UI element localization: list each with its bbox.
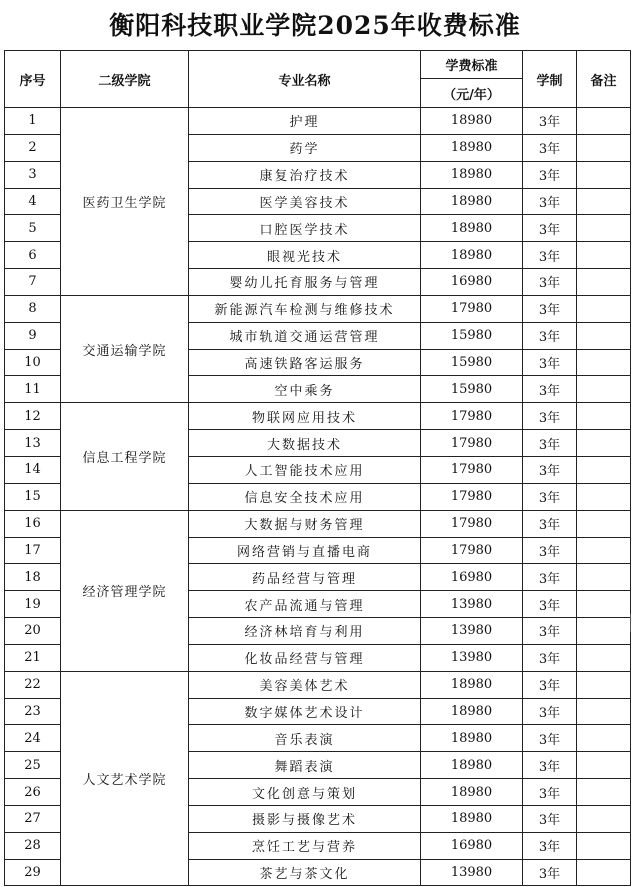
note xyxy=(577,376,631,403)
tuition-fee: 15980 xyxy=(421,322,523,349)
major-name: 美容美体艺术 xyxy=(189,671,421,698)
row-index: 1 xyxy=(5,108,61,135)
header-fee: 学费标准 xyxy=(421,51,523,79)
row-index: 3 xyxy=(5,161,61,188)
duration: 3年 xyxy=(523,376,577,403)
major-name: 人工智能技术应用 xyxy=(189,456,421,483)
note xyxy=(577,349,631,376)
major-name: 药学 xyxy=(189,134,421,161)
tuition-fee: 13980 xyxy=(421,591,523,618)
note xyxy=(577,403,631,430)
note xyxy=(577,430,631,457)
duration: 3年 xyxy=(523,295,577,322)
college-name: 信息工程学院 xyxy=(61,403,189,510)
row-index: 24 xyxy=(5,725,61,752)
header-duration: 学制 xyxy=(523,51,577,108)
note xyxy=(577,564,631,591)
duration: 3年 xyxy=(523,618,577,645)
duration: 3年 xyxy=(523,349,577,376)
row-index: 13 xyxy=(5,430,61,457)
row-index: 29 xyxy=(5,859,61,886)
tuition-fee: 18980 xyxy=(421,134,523,161)
row-index: 8 xyxy=(5,295,61,322)
major-name: 城市轨道交通运营管理 xyxy=(189,322,421,349)
note xyxy=(577,537,631,564)
tuition-fee: 17980 xyxy=(421,510,523,537)
tuition-fee: 13980 xyxy=(421,618,523,645)
duration: 3年 xyxy=(523,430,577,457)
duration: 3年 xyxy=(523,188,577,215)
row-index: 12 xyxy=(5,403,61,430)
note xyxy=(577,832,631,859)
duration: 3年 xyxy=(523,483,577,510)
note xyxy=(577,188,631,215)
note xyxy=(577,161,631,188)
major-name: 药品经营与管理 xyxy=(189,564,421,591)
tuition-fee: 15980 xyxy=(421,349,523,376)
college-name: 医药卫生学院 xyxy=(61,108,189,296)
row-index: 9 xyxy=(5,322,61,349)
header-major: 专业名称 xyxy=(189,51,421,108)
note xyxy=(577,456,631,483)
row-index: 28 xyxy=(5,832,61,859)
major-name: 婴幼儿托育服务与管理 xyxy=(189,269,421,296)
row-index: 4 xyxy=(5,188,61,215)
note xyxy=(577,698,631,725)
note xyxy=(577,242,631,269)
duration: 3年 xyxy=(523,269,577,296)
row-index: 23 xyxy=(5,698,61,725)
row-index: 26 xyxy=(5,779,61,806)
row-index: 6 xyxy=(5,242,61,269)
duration: 3年 xyxy=(523,564,577,591)
note xyxy=(577,618,631,645)
note xyxy=(577,134,631,161)
tuition-fee: 13980 xyxy=(421,644,523,671)
duration: 3年 xyxy=(523,322,577,349)
major-name: 舞蹈表演 xyxy=(189,752,421,779)
tuition-fee: 18980 xyxy=(421,698,523,725)
tuition-fee: 13980 xyxy=(421,859,523,886)
fee-table xyxy=(4,50,631,886)
major-name: 高速铁路客运服务 xyxy=(189,349,421,376)
note xyxy=(577,859,631,886)
tuition-fee: 18980 xyxy=(421,779,523,806)
table-row xyxy=(5,108,631,135)
duration: 3年 xyxy=(523,537,577,564)
tuition-fee: 17980 xyxy=(421,403,523,430)
major-name: 物联网应用技术 xyxy=(189,403,421,430)
tuition-fee: 18980 xyxy=(421,215,523,242)
tuition-fee: 18980 xyxy=(421,108,523,135)
tuition-fee: 18980 xyxy=(421,671,523,698)
tuition-fee: 18980 xyxy=(421,188,523,215)
major-name: 音乐表演 xyxy=(189,725,421,752)
duration: 3年 xyxy=(523,805,577,832)
note xyxy=(577,591,631,618)
major-name: 摄影与摄像艺术 xyxy=(189,805,421,832)
major-name: 护理 xyxy=(189,108,421,135)
row-index: 7 xyxy=(5,269,61,296)
tuition-fee: 17980 xyxy=(421,537,523,564)
note xyxy=(577,805,631,832)
major-name: 烹饪工艺与营养 xyxy=(189,832,421,859)
major-name: 空中乘务 xyxy=(189,376,421,403)
note xyxy=(577,752,631,779)
note xyxy=(577,779,631,806)
duration: 3年 xyxy=(523,134,577,161)
table-row xyxy=(5,510,631,537)
row-index: 25 xyxy=(5,752,61,779)
table-row xyxy=(5,671,631,698)
table-row xyxy=(5,295,631,322)
row-index: 27 xyxy=(5,805,61,832)
row-index: 15 xyxy=(5,483,61,510)
tuition-fee: 17980 xyxy=(421,456,523,483)
duration: 3年 xyxy=(523,215,577,242)
note xyxy=(577,644,631,671)
tuition-fee: 18980 xyxy=(421,161,523,188)
row-index: 19 xyxy=(5,591,61,618)
page-title: 衡阳科技职业学院2025年收费标准 xyxy=(109,11,521,40)
row-index: 14 xyxy=(5,456,61,483)
major-name: 信息安全技术应用 xyxy=(189,483,421,510)
note xyxy=(577,269,631,296)
duration: 3年 xyxy=(523,644,577,671)
note xyxy=(577,322,631,349)
row-index: 11 xyxy=(5,376,61,403)
duration: 3年 xyxy=(523,698,577,725)
tuition-fee: 18980 xyxy=(421,805,523,832)
duration: 3年 xyxy=(523,456,577,483)
tuition-fee: 17980 xyxy=(421,295,523,322)
row-index: 2 xyxy=(5,134,61,161)
note xyxy=(577,215,631,242)
major-name: 大数据与财务管理 xyxy=(189,510,421,537)
major-name: 眼视光技术 xyxy=(189,242,421,269)
note xyxy=(577,510,631,537)
major-name: 经济林培育与利用 xyxy=(189,618,421,645)
table-row xyxy=(5,403,631,430)
row-index: 5 xyxy=(5,215,61,242)
row-index: 21 xyxy=(5,644,61,671)
major-name: 大数据技术 xyxy=(189,430,421,457)
header-fee-unit: （元/年） xyxy=(421,79,523,108)
row-index: 18 xyxy=(5,564,61,591)
duration: 3年 xyxy=(523,403,577,430)
major-name: 新能源汽车检测与维修技术 xyxy=(189,295,421,322)
duration: 3年 xyxy=(523,510,577,537)
duration: 3年 xyxy=(523,725,577,752)
header-college: 二级学院 xyxy=(61,51,189,108)
duration: 3年 xyxy=(523,242,577,269)
tuition-fee: 16980 xyxy=(421,269,523,296)
tuition-fee: 18980 xyxy=(421,242,523,269)
tuition-fee: 17980 xyxy=(421,430,523,457)
duration: 3年 xyxy=(523,108,577,135)
tuition-fee: 16980 xyxy=(421,564,523,591)
fee-table-body xyxy=(5,108,631,886)
row-index: 16 xyxy=(5,510,61,537)
row-index: 17 xyxy=(5,537,61,564)
note xyxy=(577,483,631,510)
duration: 3年 xyxy=(523,752,577,779)
note xyxy=(577,295,631,322)
major-name: 数字媒体艺术设计 xyxy=(189,698,421,725)
major-name: 康复治疗技术 xyxy=(189,161,421,188)
duration: 3年 xyxy=(523,671,577,698)
duration: 3年 xyxy=(523,779,577,806)
note xyxy=(577,108,631,135)
major-name: 农产品流通与管理 xyxy=(189,591,421,618)
college-name: 经济管理学院 xyxy=(61,510,189,671)
college-name: 人文艺术学院 xyxy=(61,671,189,886)
tuition-fee: 15980 xyxy=(421,376,523,403)
note xyxy=(577,671,631,698)
tuition-fee: 18980 xyxy=(421,725,523,752)
note xyxy=(577,725,631,752)
duration: 3年 xyxy=(523,591,577,618)
major-name: 文化创意与策划 xyxy=(189,779,421,806)
duration: 3年 xyxy=(523,832,577,859)
page-edge-mark xyxy=(630,614,631,632)
tuition-fee: 17980 xyxy=(421,483,523,510)
row-index: 10 xyxy=(5,349,61,376)
duration: 3年 xyxy=(523,859,577,886)
header-index: 序号 xyxy=(5,51,61,108)
major-name: 茶艺与茶文化 xyxy=(189,859,421,886)
duration: 3年 xyxy=(523,161,577,188)
major-name: 化妆品经营与管理 xyxy=(189,644,421,671)
tuition-fee: 16980 xyxy=(421,832,523,859)
header-note: 备注 xyxy=(577,51,631,108)
row-index: 22 xyxy=(5,671,61,698)
row-index: 20 xyxy=(5,618,61,645)
tuition-fee: 18980 xyxy=(421,752,523,779)
table-header-row xyxy=(5,51,631,79)
college-name: 交通运输学院 xyxy=(61,295,189,402)
major-name: 口腔医学技术 xyxy=(189,215,421,242)
major-name: 医学美容技术 xyxy=(189,188,421,215)
major-name: 网络营销与直播电商 xyxy=(189,537,421,564)
